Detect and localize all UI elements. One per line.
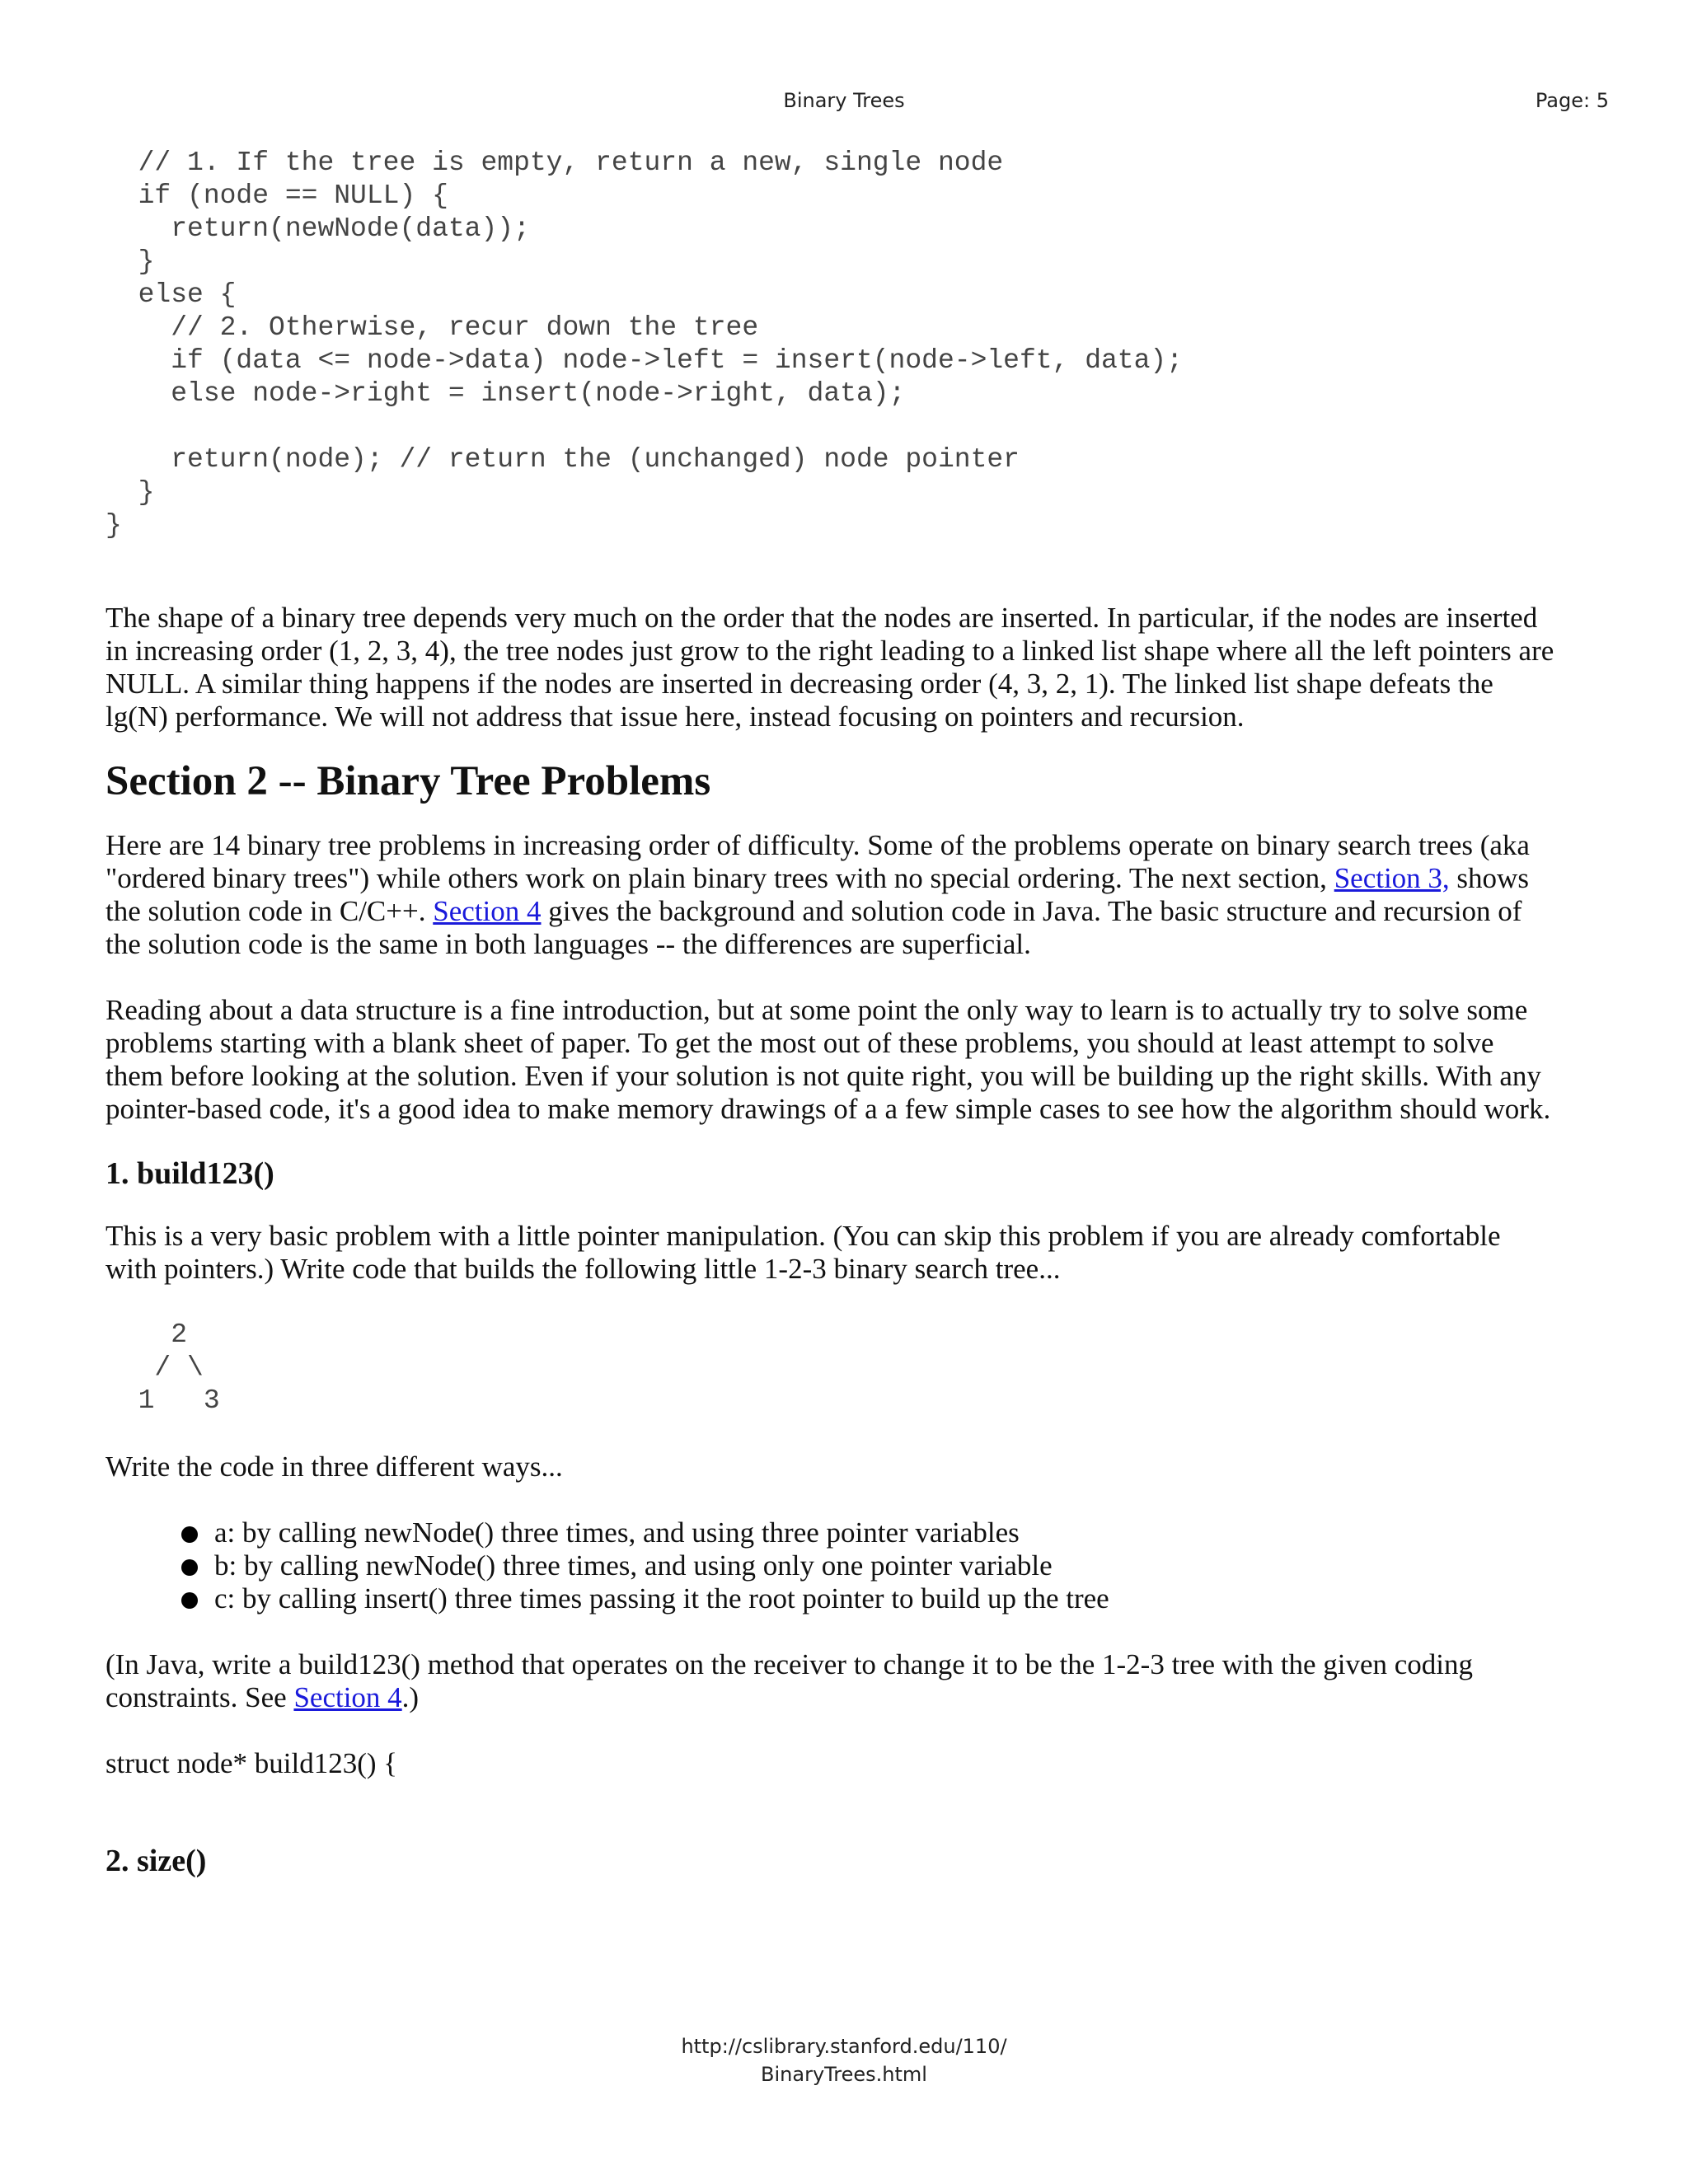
problem-1-description: This is a very basic problem with a little pointer manipulation. (You can skip this problem if you are already comfortable with pointers.) Write code that builds the following little 1-2-3 binary search tree... [106, 1220, 1501, 1285]
list-item: b: by calling newNode() three times, and using only one pointer variable [106, 1549, 1556, 1582]
section-2-heading: Section 2 -- Binary Tree Problems [106, 758, 711, 804]
section-3-link[interactable]: Section 3, [1334, 862, 1450, 894]
list-item: a: by calling newNode() three times, and using three pointer variables [106, 1516, 1556, 1549]
page-content [106, 147, 1556, 1879]
section-4-link[interactable]: Section 4 [433, 895, 542, 927]
footer-url-line-2: BinaryTrees.html [761, 2063, 927, 2086]
intro-text-1: Here are 14 binary tree problems in increasing order of difficulty. Some of the problems operate on binary search trees (aka "ordered binary trees") while others work on plain binary trees with no special ordering. The next section, [106, 829, 1530, 894]
bullet-icon [181, 1592, 198, 1609]
footer-url-line-1: http://cslibrary.stanford.edu/110/ [681, 2035, 1007, 2058]
problem-2-heading: 2. size() [106, 1844, 207, 1878]
java-note: (In Java, write a build123() method that operates on the receiver to change it to be the 1-2-3 tree with the given coding constraints. See Section 4.) [106, 1648, 1474, 1713]
ways-list [106, 1516, 1556, 1615]
insert-code-block: // 1. If the tree is empty, return a new, single node if (node == NULL) { return(newNode(data)); } else { // 2. Otherwise, recur down the tree if (data <= node->data) node->left = insert(node->left, data); else node->right = insert(node->right, data); return(node); // return the (unchanged) node pointer } } [106, 148, 1184, 541]
page-footer [0, 2032, 1688, 2088]
tree-diagram: 2 / \ 1 3 [138, 1319, 220, 1416]
section-2-intro [106, 829, 1556, 961]
intro-text-3: gives the background and solution code in Java. The basic structure and recursion of the solution code is the same in both languages -- the differences are superficial. [106, 895, 1522, 960]
bullet-icon [181, 1526, 198, 1543]
java-section-4-link[interactable]: Section 4 [293, 1681, 402, 1713]
running-header-title: Binary Trees [783, 89, 905, 112]
reading-paragraph: Reading about a data structure is a fine introduction, but at some point the only way to learn is to actually try to solve some problems starting with a blank sheet of paper. To get the most out of these problems, you should at least attempt to solve them before looking at the solution. Even if your solution is not quite right, you will be building up the right skills. With any pointer-based code, it's a good idea to make memory drawings of a a few simple cases to see how the algorithm should work. [106, 994, 1551, 1125]
bullet-icon [181, 1559, 198, 1576]
list-item: c: by calling insert() three times passing it the root pointer to build up the tree [106, 1582, 1556, 1615]
shape-paragraph: The shape of a binary tree depends very much on the order that the nodes are inserted. In particular, if the nodes are inserted in increasing order (1, 2, 3, 4), the tree nodes just grow to the right leading to a linked list shape where all the left pointers are NULL. A similar thing happens if the nodes are inserted in decreasing order (4, 3, 2, 1). The linked list shape defeats the lg(N) performance. We will not address that issue here, instead focusing on pointers and recursion. [106, 602, 1554, 733]
problem-1-heading: 1. build123() [106, 1156, 274, 1191]
three-ways-text: Write the code in three different ways... [106, 1451, 563, 1483]
intro-text-2: shows the solution code in C/C++. [106, 862, 1529, 927]
build123-signature: struct node* build123() { [106, 1747, 398, 1779]
page-number: Page: 5 [1535, 89, 1609, 112]
